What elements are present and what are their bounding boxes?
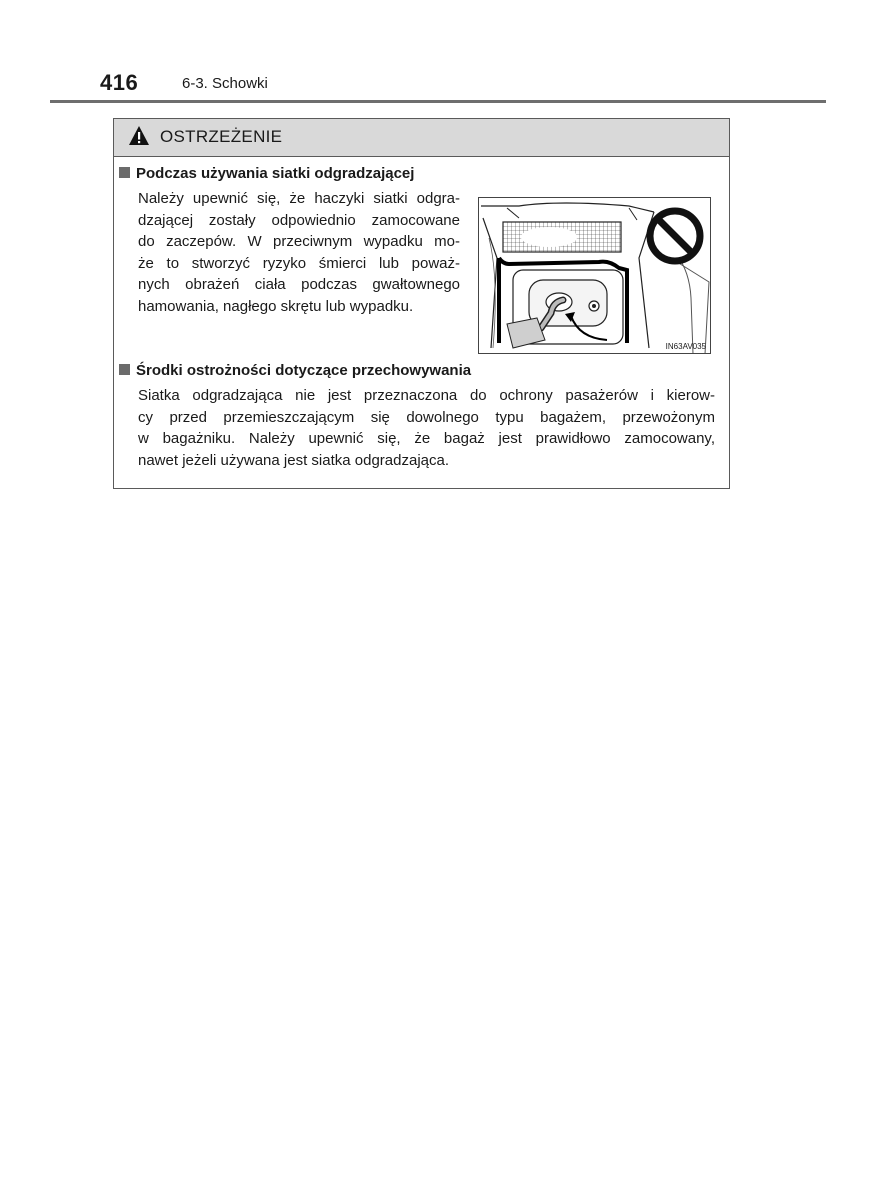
text-line: że to stworzyć ryzyko śmierci lub poważ- (138, 254, 460, 272)
warning-triangle-icon (128, 125, 150, 147)
text-line: do zaczepów. W przeciwnym wypadku mo- (138, 233, 460, 251)
text-line: cy przed przemieszczającym się dowolnego typu bagażem, przewożonym (138, 408, 715, 426)
cargo-net-illustration (478, 197, 711, 354)
prohibition-icon (645, 206, 705, 266)
section-body-net-use (138, 188, 460, 318)
text-line: nych obrażeń ciała podczas gwałtownego (138, 276, 460, 294)
text-line: hamowania, nagłego skrętu lub wypadku. (138, 297, 414, 315)
bullet-square-icon (119, 364, 130, 375)
text-line: nawet jeżeli używana jest siatka odgradzająca. (138, 451, 450, 469)
warning-title: OSTRZEŻENIE (160, 127, 283, 146)
section-title: 6-3. Schowki (182, 75, 268, 92)
section-heading-text: Środki ostrożności dotyczące przechowywania (136, 362, 472, 379)
illustration-code: IN63AV035 (665, 342, 706, 351)
text-line: Siatka odgradzająca nie jest przeznaczona do ochrony pasażerów i kierow- (138, 387, 715, 404)
text-line: Należy upewnić się, że haczyki siatki odgra- (138, 190, 460, 207)
text-line: dzającej zostały odpowiednio zamocowane (138, 211, 460, 229)
text-line: w bagażniku. Należy upewnić się, że bagaż jest prawidłowo zamocowany, (138, 430, 715, 448)
section-heading-text: Podczas używania siatki odgradzającej (136, 165, 415, 182)
header-divider (50, 100, 826, 103)
bullet-square-icon (119, 167, 130, 178)
section-heading-storage (119, 362, 471, 379)
section-body-storage (138, 385, 715, 471)
page-number: 416 (100, 70, 139, 95)
section-heading-net-use (119, 165, 414, 182)
warning-header (114, 119, 729, 157)
